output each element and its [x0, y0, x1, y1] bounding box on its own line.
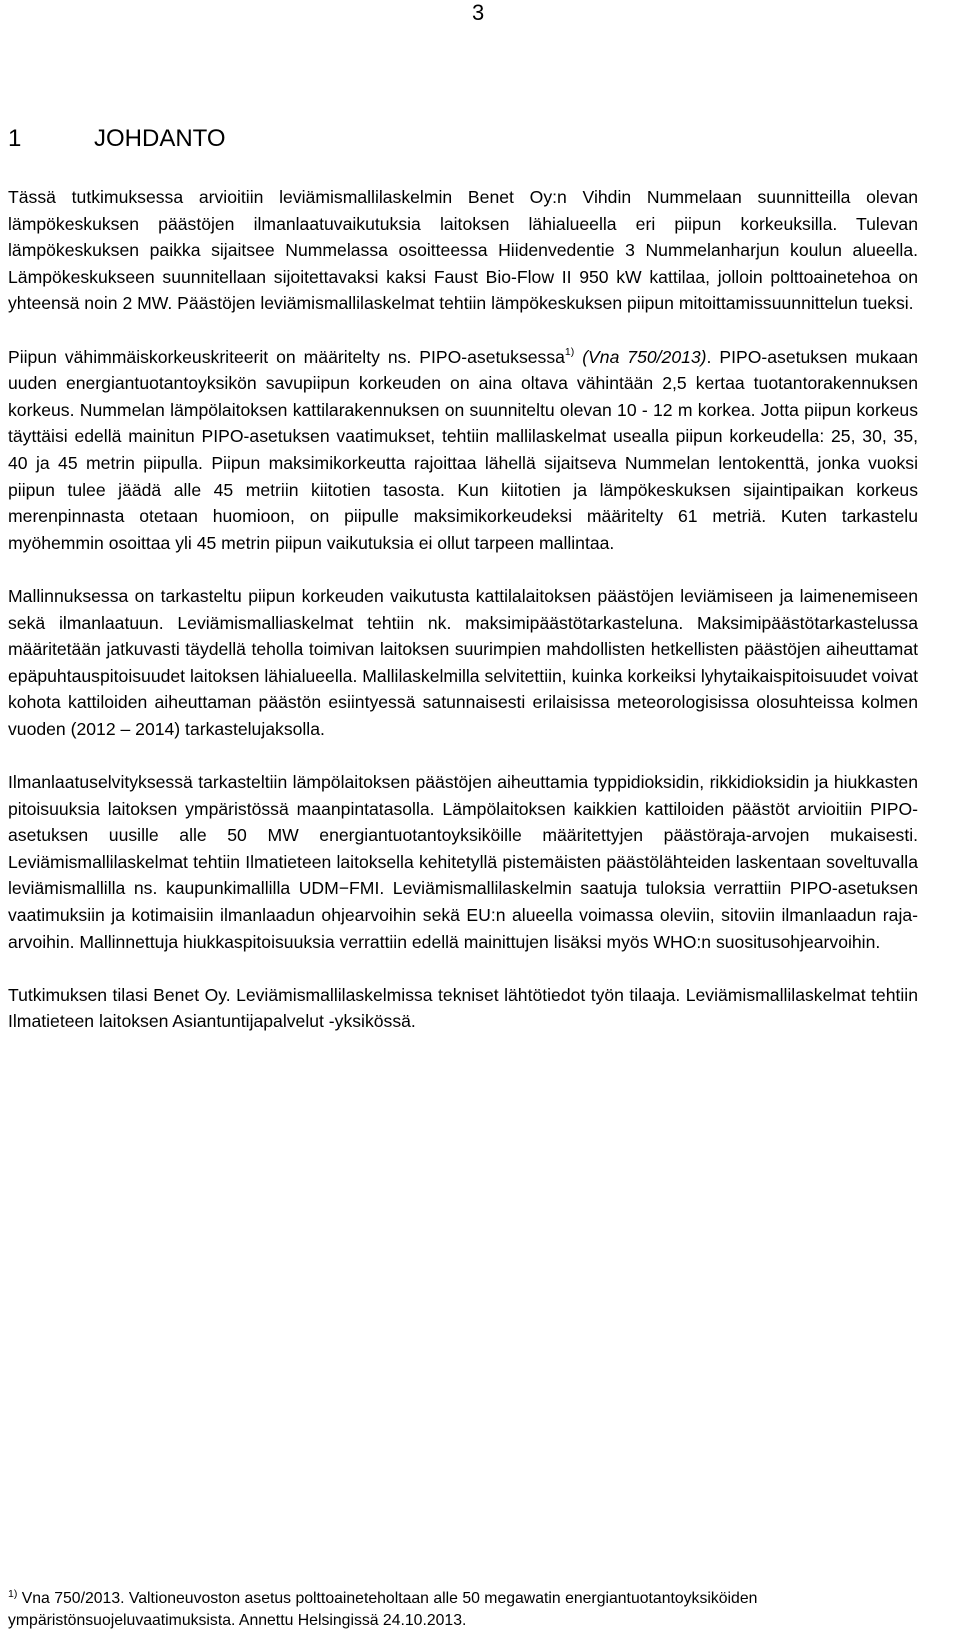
footnote-mark: 1) — [8, 1588, 18, 1600]
footnote-text: Vna 750/2013. Valtioneuvoston asetus polttoaineteholtaan alle 50 megawatin energiantuotantoyksiköiden ympäristönsuojeluvaatimuksista. Annettu Helsingissä 24.10.2013. — [8, 1590, 758, 1629]
paragraph-air-quality: Ilmanlaatuselvityksessä tarkasteltiin lämpölaitoksen päästöjen aiheuttamia typpidioksidin, rikkidioksidin ja hiukkasten pitoisuuksia laitoksen ympäristössä maanpintatasolla. Lämpölaitoksen kaikkien kattiloiden päästöt arvioitiin PIPO-asetuksen uusille alle 50 MW energiantuotantoyksiköille määritettyjen päästöraja-arvojen mukaisesti. Leviämismallilaskelmat tehtiin Ilmatieteen laitoksella kehitetyllä pistemäisten päästölähteiden laskentaan soveltuvalla leviämismallilla ns. kaupunkimallilla UDM−FMI. Leviämismallilaskelmin saatuja tuloksia verrattiin PIPO-asetuksen vaatimuksiin ja kotimaisiin ilmanlaadun ohjearvoihin sekä EU:n alueella voimassa oleviin, sitoviin ilmanlaadun raja-arvoihin. Mallinnettuja hiukkaspitoisuuksia verrattiin edellä mainittujen lisäksi myös WHO:n suositusohjearvoihin. — [8, 772, 918, 952]
paragraph-commission: Tutkimuksen tilasi Benet Oy. Leviämismallilaskelmissa tekniset lähtötiedot työn tilaaja. Leviämismallilaskelmat tehtiin Ilmatieteen laitoksen Asiantuntijapalvelut -yksikössä. — [8, 984, 918, 1032]
paragraph-intro: Tässä tutkimuksessa arvioitiin leviämismallilaskelmin Benet Oy:n Vihdin Nummelaan suunnitteilla olevan lämpökeskuksen päästöjen ilmanlaatuvaikutuksia laitoksen lähialueella eri piipun korkeuksilla. Tulevan lämpökeskuksen paikka sijaitsee Nummelassa osoitteessa Hiidenvedentie 3 Nummelanharjun koulun alueella. Lämpökeskukseen suunnitellaan sijoitettavaksi kaksi Faust Bio-Flow II 950 kW kattilaa, jolloin polttoainetehoa on yhteensä noin 2 MW. Päästöjen leviämismallilaskelmat tehtiin lämpökeskuksen piipun mitoittamissuunnittelun tueksi. — [8, 187, 918, 314]
page-number: 3 — [472, 0, 485, 25]
section-heading — [8, 124, 226, 154]
footnote — [8, 1588, 918, 1631]
section-title: JOHDANTO — [94, 125, 226, 152]
body-text — [8, 184, 918, 1035]
paragraph-modelling: Mallinnuksessa on tarkasteltu piipun korkeuden vaikutusta kattilalaitoksen päästöjen leviämiseen ja laimenemiseen sekä ilmanlaatuun. Leviämismalliaskelmat tehtiin nk. maksimipäästötarkasteluna. Maksimipäästötarkastelussa määritetään jatkuvasti täydellä teholla toimivan laitoksen suurimpien mahdollisten hetkellisten päästöjen aiheuttamat epäpuhtauspitoisuudet laitoksen lähialueella. Mallilaskelmilla selvitettiin, kuinka korkeiksi lyhytaikaispitoisuudet voivat kohota kattiloiden aiheuttaman päästön esiintyessä satunnaisesti erilaisissa meteorologisissa olosuhteissa kolmen vuoden (2012 – 2014) tarkastelujaksolla. — [8, 585, 918, 739]
footnote-reference: 1) — [564, 345, 575, 358]
regulation-reference: (Vna 750/2013) — [582, 346, 707, 367]
paragraph-pipo-text: Piipun vähimmäiskorkeuskriteerit on määritelty ns. PIPO-asetuksessa — [8, 346, 565, 367]
paragraph-pipo — [8, 344, 918, 557]
section-number: 1 — [8, 125, 22, 152]
paragraph-pipo-continuation: . PIPO-asetuksen mukaan uuden energiantuotantoyksikön savupiipun korkeuden on aina oltava vähintään 2,5 kertaa tuotantorakennuksen korkeus. Nummelan lämpölaitoksen kattilarakennuksen on suunniteltu olevan 10 - 12 m korkea. Jotta piipun korkeus täyttäisi edellä mainitun PIPO-asetuksen vaatimukset, tehtiin mallilaskelmat usealla piipun korkeudella: 25, 30, 35, 40 ja 45 metrin piipulla. Piipun maksimikorkeutta rajoittaa lähellä sijaitseva Nummelan lentokenttä, jonka vuoksi piipun tulee jäädä alle 45 metriin kiitotien tasosta. Kun kiitotien ja lämpökeskuksen sijaintipaikan korkeus merenpinnasta otetaan huomioon, on piipulle maksimikorkeudeksi määritelty 61 metriä. Kuten tarkastelu myöhemmin osoittaa yli 45 metrin piipun vaikutuksia ei ollut tarpeen mallintaa. — [8, 346, 918, 553]
